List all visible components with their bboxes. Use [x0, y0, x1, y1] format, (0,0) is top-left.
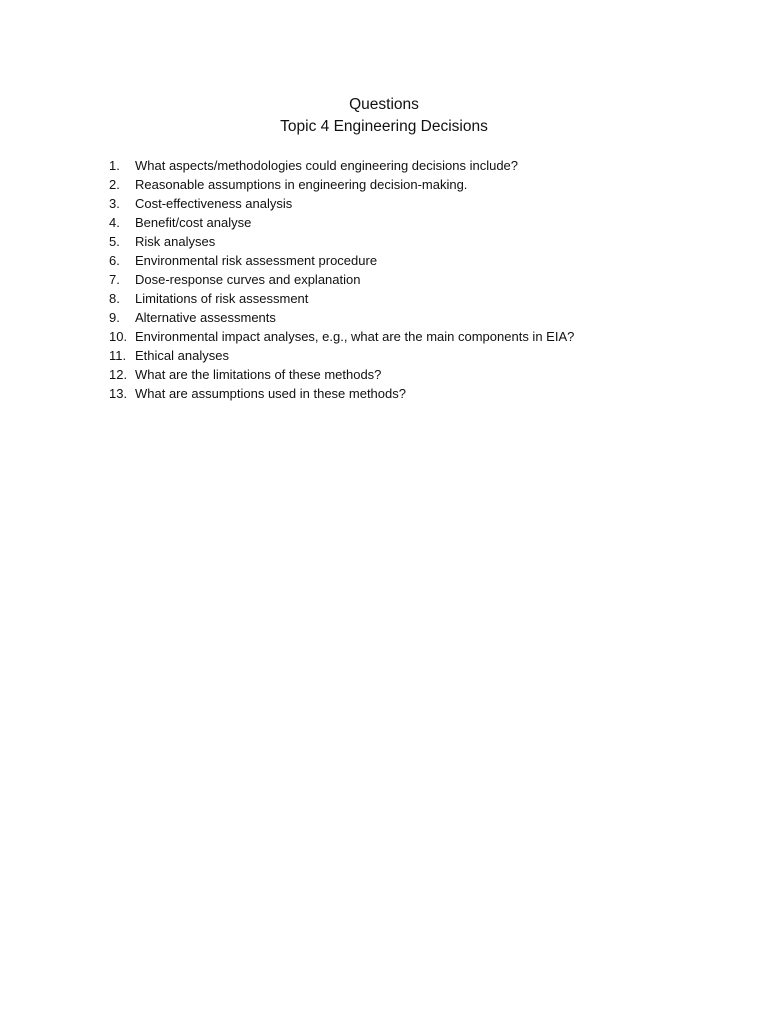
- document-heading: Questions: [349, 96, 419, 113]
- question-item: [109, 232, 574, 251]
- question-item: [109, 270, 574, 289]
- question-item: [109, 175, 574, 194]
- question-list: [109, 156, 574, 403]
- question-text: Environmental impact analyses, e.g., what are the main components in EIA?: [135, 329, 575, 344]
- title-block: [0, 94, 768, 138]
- question-item: [109, 346, 574, 365]
- question-text: Dose-response curves and explanation: [135, 272, 361, 287]
- question-item: [109, 384, 574, 403]
- question-text: Risk analyses: [135, 234, 216, 249]
- question-text: Limitations of risk assessment: [135, 291, 309, 306]
- question-text: Alternative assessments: [135, 310, 276, 325]
- question-text: What are the limitations of these methods?: [135, 367, 382, 382]
- question-item: [109, 156, 574, 175]
- question-number: 4.: [109, 215, 120, 230]
- question-item: [109, 289, 574, 308]
- question-text: Reasonable assumptions in engineering decision-making.: [135, 177, 468, 192]
- question-number: 1.: [109, 158, 120, 173]
- question-number: 6.: [109, 253, 120, 268]
- question-number: 12.: [109, 367, 128, 382]
- question-number: 5.: [109, 234, 120, 249]
- question-text: Benefit/cost analyse: [135, 215, 252, 230]
- question-item: [109, 194, 574, 213]
- document-subheading: Topic 4 Engineering Decisions: [280, 118, 488, 135]
- question-number: 10.: [109, 329, 128, 344]
- question-item: [109, 308, 574, 327]
- question-number: 7.: [109, 272, 120, 287]
- question-item: [109, 327, 574, 346]
- question-number: 2.: [109, 177, 120, 192]
- question-number: 8.: [109, 291, 120, 306]
- question-number: 9.: [109, 310, 120, 325]
- question-number: 11.: [109, 348, 127, 363]
- question-number: 3.: [109, 196, 120, 211]
- question-text: Cost-effectiveness analysis: [135, 196, 293, 211]
- question-text: What are assumptions used in these methods?: [135, 386, 406, 401]
- question-item: [109, 251, 574, 270]
- question-text: What aspects/methodologies could engineering decisions include?: [135, 158, 519, 173]
- question-item: [109, 213, 574, 232]
- question-text: Ethical analyses: [135, 348, 229, 363]
- question-item: [109, 365, 574, 384]
- question-number: 13.: [109, 386, 128, 401]
- question-text: Environmental risk assessment procedure: [135, 253, 378, 268]
